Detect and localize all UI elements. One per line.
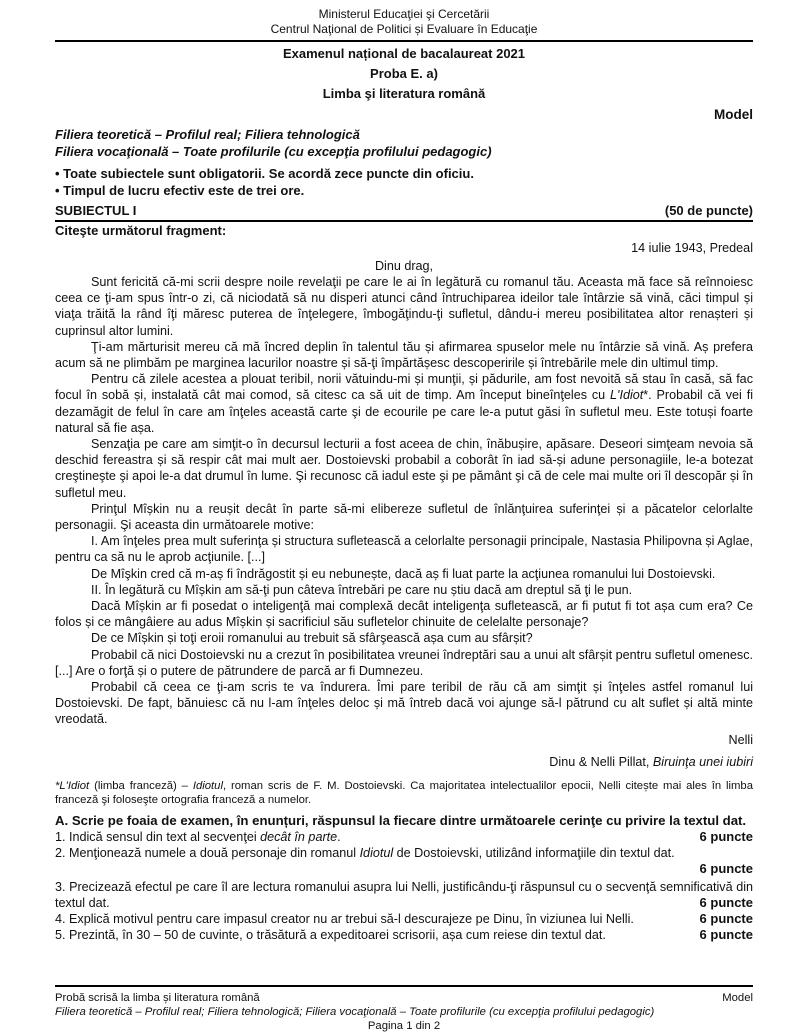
- letter-paragraph: Dacă Mîșkin ar fi posedat o inteligenţă mai complexă decât inteligenţa sufletească, ar fi putut fi tot așa cum era? Ce folos și ce mângâiere au adus Mîșkin și sacrificiul său sufletelor chinuite de celelalte personaje?: [55, 599, 753, 630]
- requirement-points: 6 puncte: [699, 894, 753, 910]
- filiera-block: [55, 127, 753, 160]
- center-name: Centrul Naţional de Politici și Evaluare în Educaţie: [270, 22, 538, 36]
- requirement-text-part: de Dostoievski, utilizând informaţiile din textul dat.: [393, 845, 675, 860]
- letter-paragraph: Sunt fericită că-mi scrii despre noile revelaţii pe care le ai în legătură cu romanul tău. Aceasta mă face să reînnoiesc ceea ce ţi-am spus într-o zi, că niciodată să nu disperi atunci când întruchiparea ideilor tale întârzie să vină, căci timpul și viaţa trăită la rând îţi măresc puterea de înţelegere, îmbogăţindu-ţi sufletul, dându-i mereu posibilitatea altor renașteri și cuprinsul altor lumini.: [55, 275, 753, 338]
- requirement-points: 6 puncte: [699, 926, 753, 942]
- page-footer: [55, 985, 753, 1033]
- section-title: SUBIECTUL I: [55, 203, 137, 218]
- letter-body: [55, 274, 753, 728]
- requirement-points: 6 puncte: [699, 910, 753, 926]
- letter-paragraph: Probabil că nici Dostoievski nu a crezut în posibilitatea vreunei îndreptări sau a unui alt sfârșit pentru sufletul omenesc. [...] Are o forţă și o putere de pătrundere de parcă ar fi Dumnezeu.: [55, 647, 753, 678]
- proba-title: Proba E. a): [370, 66, 438, 81]
- letter-paragraph: Ţi-am mărturisit mereu că mă încred deplin în talentul tău și afirmarea spuselor mele nu întârzie să vină. Aș prefera acum să ne plimbăm pe marginea lacurilor noastre și să-ţi împărtășesc descoperirile și întrebările mele din ultimul timp.: [55, 339, 753, 371]
- requirement-points: 6 puncte: [699, 828, 753, 844]
- footnote-text: , roman scris de F. M. Dostoievski. Ca majoritatea intelectualilor epocii, Nelli citește mai ales în limba franceză şi foloseşte ortografia franceză a numelor.: [55, 779, 753, 807]
- requirement-item: [55, 879, 753, 911]
- paragraph-text: Probabil că vei fi dezamăgit de felul în care am înţeles această carte şi de ecourile pe care le-a putut găsi în sufletul meu. Este totuși foarte natural să fie așa.: [55, 388, 753, 435]
- book-reference: L'Idiot: [610, 388, 644, 403]
- source-authors: Dinu & Nelli Pillat,: [549, 754, 653, 769]
- requirement-text: 5. Prezintă, în 30 – 50 de cuvinte, o trăsătură a expeditoarei scrisorii, așa cum reiese din textul dat.: [55, 927, 606, 942]
- letter-paragraph: [55, 371, 753, 436]
- footer-line: [55, 991, 753, 1005]
- requirement-text: 4. Explică motivul pentru care impasul creator nu ar trebui să-l descurajeze pe Dinu, în viziunea lui Nelli.: [55, 911, 634, 926]
- filiera-line: Filiera teoretică – Profilul real; Filiera tehnologică: [55, 127, 360, 142]
- requirement-text: [55, 845, 753, 861]
- asterisk-mark: *.: [643, 388, 652, 403]
- section-header: [55, 203, 753, 222]
- footer-model: Model: [722, 992, 753, 1004]
- instruction-item: • Timpul de lucru efectiv este de trei ore.: [55, 183, 305, 198]
- footer-exam: Probă scrisă la limba și literatura română: [55, 992, 260, 1004]
- ministry-header: [55, 0, 753, 37]
- requirement-text: [55, 829, 341, 845]
- letter-paragraph: Probabil că ceea ce ţi-am scris te va îndurera. Îmi pare teribil de rău că am simţit și înţeles astfel romanul lui Dostoievski. De fapt, bănuiesc că nu l-am înţeles deloc și mă întreb dacă voi ajunge să-l pătrund cu alt suflet și altă minte vreodată.: [55, 680, 753, 727]
- subject-title: Limba şi literatura română: [322, 86, 486, 101]
- footnote-term2: Idiotul: [192, 779, 223, 792]
- read-prompt: Citeşte următorul fragment:: [55, 223, 227, 238]
- footer-filiera: Filiera teoretică – Profilul real; Filiera tehnologică; Filiera vocaţională – Toate profilurile (cu excepţia profilului pedagogic): [55, 1006, 655, 1018]
- requirement-points: 6 puncte: [699, 860, 753, 876]
- letter-paragraph: De Mîşkin cred că m-aș fi îndrăgostit și eu nebunește, dacă aș fi luat parte la acţiunea romanului lui Dostoievski.: [91, 566, 716, 581]
- header-rule: [55, 40, 753, 42]
- letter-paragraph: II. În legătură cu Mîșkin am să-ţi pun câteva întrebări pe care nu știu dacă am dreptul să ţi le pun.: [91, 582, 633, 597]
- requirement-text-part: 2. Menţionează numele a două personaje din romanul: [55, 845, 360, 860]
- requirement-item: [55, 829, 753, 845]
- ministry-name: Ministerul Educaţiei şi Cercetării: [318, 7, 490, 21]
- source-title: Biruinţa unei iubiri: [652, 754, 753, 769]
- requirement-item: [55, 911, 753, 927]
- section-points: (50 de puncte): [664, 203, 753, 218]
- page-number: Pagina 1 din 2: [367, 1020, 441, 1032]
- requirements-heading: A. Scrie pe foaia de examen, în enunțuri, răspunsul la fiecare dintre următoarele cerinţe cu privire la textul dat.: [55, 812, 747, 828]
- requirement-text: 3. Precizează efectul pe care îl are lectura romanului asupra lui Nelli, justificându-ţi răspunsul cu o secvenţă semnificativă din textul dat.: [55, 879, 753, 910]
- instruction-item: • Toate subiectele sunt obligatorii. Se acordă zece puncte din oficiu.: [55, 166, 474, 181]
- letter-date: 14 iulie 1943, Predeal: [631, 241, 753, 255]
- letter-signature: Nelli: [728, 732, 753, 747]
- footnote: [55, 779, 753, 808]
- requirement-item: [55, 927, 753, 943]
- requirement-text-part: .: [337, 829, 341, 844]
- exam-page: [55, 0, 753, 943]
- paragraph-text: Pentru că zilele acestea a plouat teribil, norii vătuindu-mi și munţii, și pădurile, am fost nevoită să stau în casă, să fac focul în sobă și, instalată cât mai comod, să citesc ca să uit de timp. Am început bineînţeles cu: [55, 372, 753, 403]
- requirements-list: [55, 829, 753, 943]
- model-label: Model: [714, 107, 753, 122]
- filiera-line: Filiera vocaţională – Toate profilurile (cu excepţia profilului pedagogic): [55, 143, 492, 159]
- letter-paragraph: I. Am înţeles prea mult suferinţa și structura sufletească a celorlalte personagii principale, Nastasia Philipovna și Aglae, pentru ca să nu le aprob acţiunile. [...]: [55, 534, 753, 565]
- letter-paragraph: Prinţul Mîșkin nu a reușit decât în parte să-mi elibereze sufletul de înlănţuirea suferinţei și a păcatelor celorlalte personagii. Şi aceasta din următoarele motive:: [55, 501, 753, 533]
- letter-source: [55, 753, 753, 771]
- instructions: [55, 165, 753, 199]
- requirement-text-part: 1. Indică sensul din text al secvenţei: [55, 829, 261, 844]
- letter-greeting: Dinu drag,: [374, 259, 434, 273]
- requirement-emphasis: decât în parte: [260, 829, 338, 844]
- requirement-emphasis: Idiotul: [359, 845, 394, 860]
- footnote-text: (limba franceză) –: [89, 779, 193, 792]
- footnote-term: *L'Idiot: [55, 779, 90, 792]
- letter-paragraph: De ce Mîșkin și toţi eroii romanului au trebuit să sfârşească așa cum au sfârșit?: [91, 631, 533, 646]
- letter-paragraph: Senzaţia pe care am simţit-o în decursul lecturii a fost aceea de chin, înăbușire, apăsare. Deseori simţeam nevoia să deschid fereastra și să respir cât mai mult aer. Dostoievski probabil a coborât în iad să-și adune personagiile, le-a botezat creştineşte şi apoi le-a dat drumul în lume. Şi recunosc că iadul este şi pe pământ şi că de cele mai multe ori îl descopăr și în sufletul meu.: [55, 437, 753, 500]
- exam-title: Examenul național de bacalaureat 2021: [282, 46, 526, 61]
- requirement-item: [55, 845, 753, 877]
